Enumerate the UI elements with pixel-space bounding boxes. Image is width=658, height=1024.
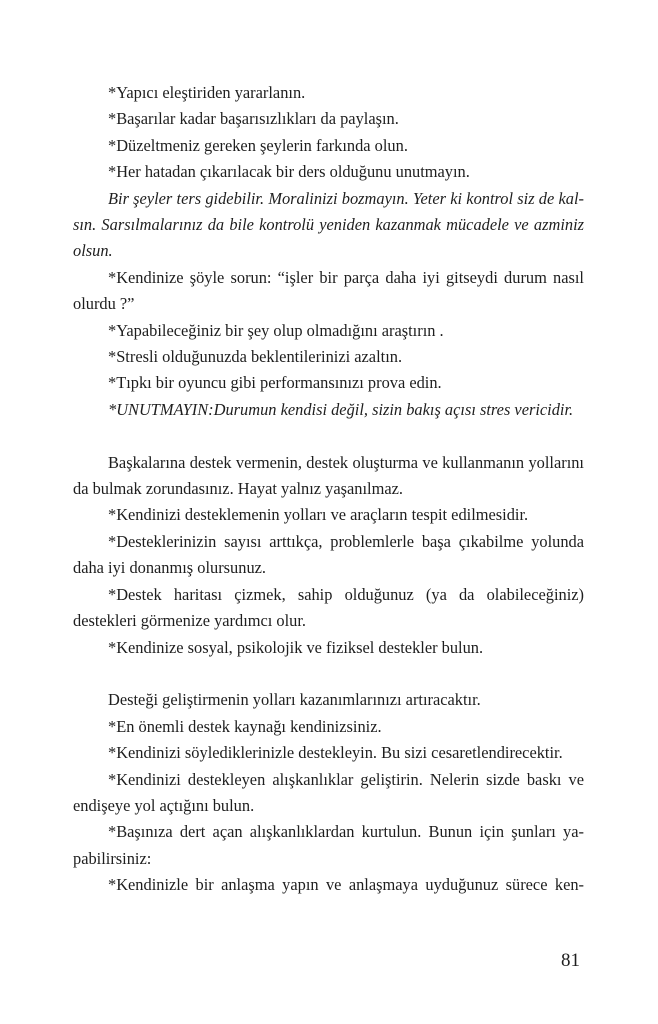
italic-reminder: *UNUTMAYIN:Durumun kendisi değil, sizin bakış açısı stres vericidir. [108, 399, 574, 419]
paragraph: *Kendinizi desteklemenin yolları ve araçların tespit edilmesidir. [108, 505, 529, 525]
paragraph: *Destek haritası çizmek, sahip olduğunuz (ya da olabileceğiniz) destekleri görmenize yardımcı olur. [73, 584, 584, 631]
paragraph: *Başınıza dert açan alışkanlıklardan kurtulun. Bunun için şunları yapabilirsiniz: [73, 822, 584, 868]
paragraph: *Yapıcı eleştiriden yararlanın. [108, 83, 306, 102]
italic-paragraph: Bir şeyler ters gidebilir. Moralinizi bozmayın. Yeter ki kontrol siz de kalsın. Sarsılmalarınız da bile kontrolü yeniden kazanmak mücadele ve azminiz olsun. [73, 188, 584, 261]
paragraph: *Yapabileceğiniz bir şey olup olmadığını araştırın . [108, 320, 444, 340]
paragraph: *Stresli olduğunuzda beklentilerinizi azaltın. [108, 347, 403, 367]
paragraph: *Kendinize sosyal, psikolojik ve fiziksel destekler bulun. [108, 637, 484, 657]
paragraph: Başkalarına destek vermenin, destek oluşturma ve kullanmanın yollarını da bulmak zorundasınız. Hayat yalnız yaşanılmaz. [73, 452, 584, 499]
paragraph: *Desteklerinizin sayısı arttıkça, problemlerle başa çıkabilme yolunda daha iyi donanmış olursunuz. [73, 531, 584, 578]
paragraph: *Tıpkı bir oyuncu gibi performansınızı prova edin. [108, 373, 442, 393]
section-gap [73, 661, 584, 687]
paragraph: *Kendinize şöyle sorun: “işler bir parça daha iyi gitseydi durum nasıl olurdu ?” [73, 267, 584, 314]
section-gap [73, 423, 584, 449]
page-body [73, 80, 584, 899]
paragraph: *Kendinizle bir anlaşma yapın ve anlaşmaya uyduğunuz sürece ken- [108, 875, 584, 895]
paragraph: *En önemli destek kaynağı kendinizsiniz. [108, 716, 382, 736]
paragraph: Desteği geliştirmenin yolları kazanımlarınızı artıracaktır. [108, 690, 481, 710]
paragraph: *Başarılar kadar başarısızlıkları da paylaşın. [108, 109, 399, 129]
page-number: 81 [561, 950, 580, 971]
paragraph: *Düzeltmeniz gereken şeylerin farkında olun. [108, 135, 408, 155]
paragraph: *Kendinizi destekleyen alışkanlıklar geliştirin. Nelerin sizde baskı ve endişeye yol açtığını bulun. [73, 769, 584, 815]
paragraph: *Her hatadan çıkarılacak bir ders olduğunu unutmayın. [108, 162, 470, 182]
paragraph: *Kendinizi söylediklerinizle destekleyin. Bu sizi cesaretlendirecektir. [108, 743, 563, 763]
